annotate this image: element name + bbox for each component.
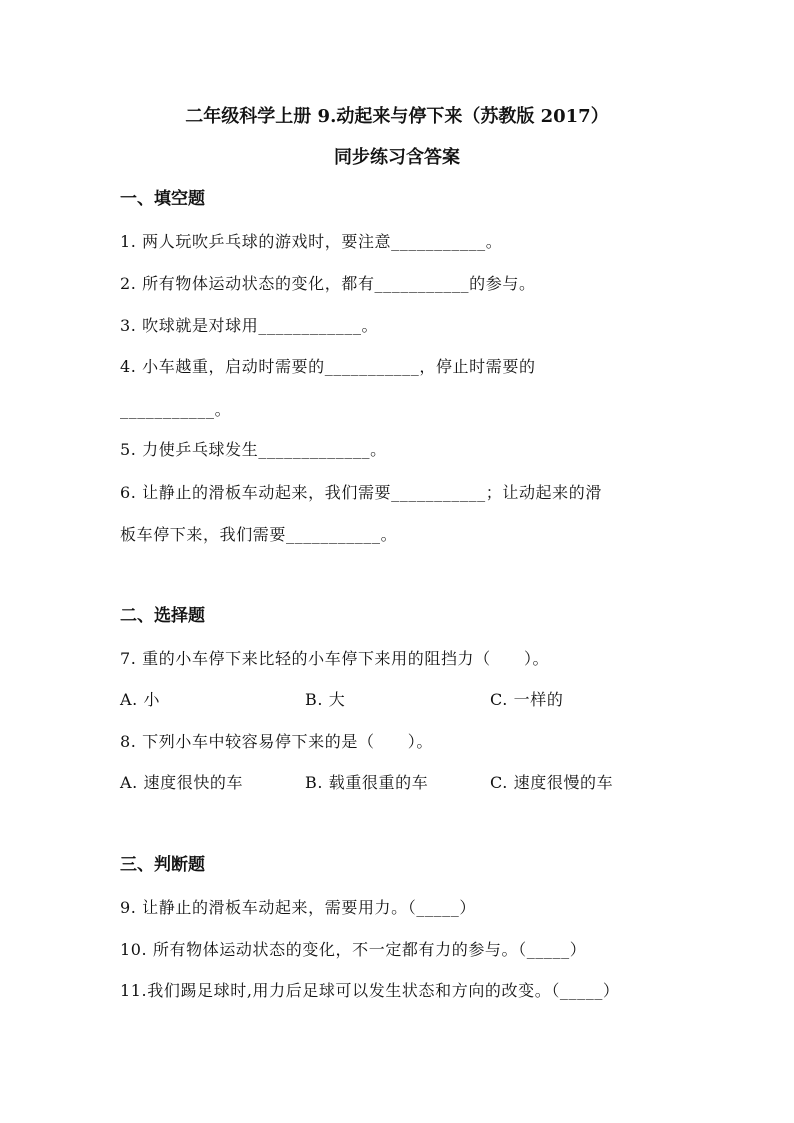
question-5: 5. 力使乒乓球发生_____________。 bbox=[120, 440, 387, 459]
question-4-line-1: 4. 小车越重，启动时需要的___________，停止时需要的 bbox=[120, 357, 536, 376]
question-2: 2. 所有物体运动状态的变化，都有___________的参与。 bbox=[120, 274, 536, 293]
question-3: 3. 吹球就是对球用____________。 bbox=[120, 316, 379, 335]
question-8: 8. 下列小车中较容易停下来的是（ ）。 bbox=[120, 732, 433, 751]
question-7-option-c: C. 一样的 bbox=[490, 690, 564, 709]
section-heading-judge: 三、判断题 bbox=[120, 855, 205, 875]
question-4-line-2: ___________。 bbox=[120, 400, 232, 419]
question-8-option-b: B. 载重很重的车 bbox=[305, 773, 429, 792]
question-8-option-c: C. 速度很慢的车 bbox=[490, 773, 614, 792]
question-6-line-1: 6. 让静止的滑板车动起来，我们需要___________；让动起来的滑 bbox=[120, 483, 602, 502]
section-heading-fill: 一、填空题 bbox=[120, 189, 205, 209]
question-11: 11.我们踢足球时,用力后足球可以发生状态和方向的改变。（_____） bbox=[120, 981, 620, 1000]
question-1: 1. 两人玩吹乒乓球的游戏时，要注意___________。 bbox=[120, 232, 503, 251]
section-heading-choice: 二、选择题 bbox=[120, 606, 205, 626]
question-8-option-a: A. 速度很快的车 bbox=[120, 773, 244, 792]
page-title: 二年级科学上册 9.动起来与停下来（苏教版 2017） bbox=[185, 106, 609, 127]
question-10: 10. 所有物体运动状态的变化，不一定都有力的参与。（_____） bbox=[120, 940, 587, 959]
page-subtitle: 同步练习含答案 bbox=[334, 147, 460, 168]
question-7: 7. 重的小车停下来比轻的小车停下来用的阻挡力（ ）。 bbox=[120, 649, 550, 668]
question-7-option-b: B. 大 bbox=[305, 690, 346, 709]
question-7-option-a: A. 小 bbox=[120, 690, 161, 709]
question-6-line-2: 板车停下来，我们需要___________。 bbox=[120, 525, 398, 544]
question-9: 9. 让静止的滑板车动起来，需要用力。（_____） bbox=[120, 898, 476, 917]
